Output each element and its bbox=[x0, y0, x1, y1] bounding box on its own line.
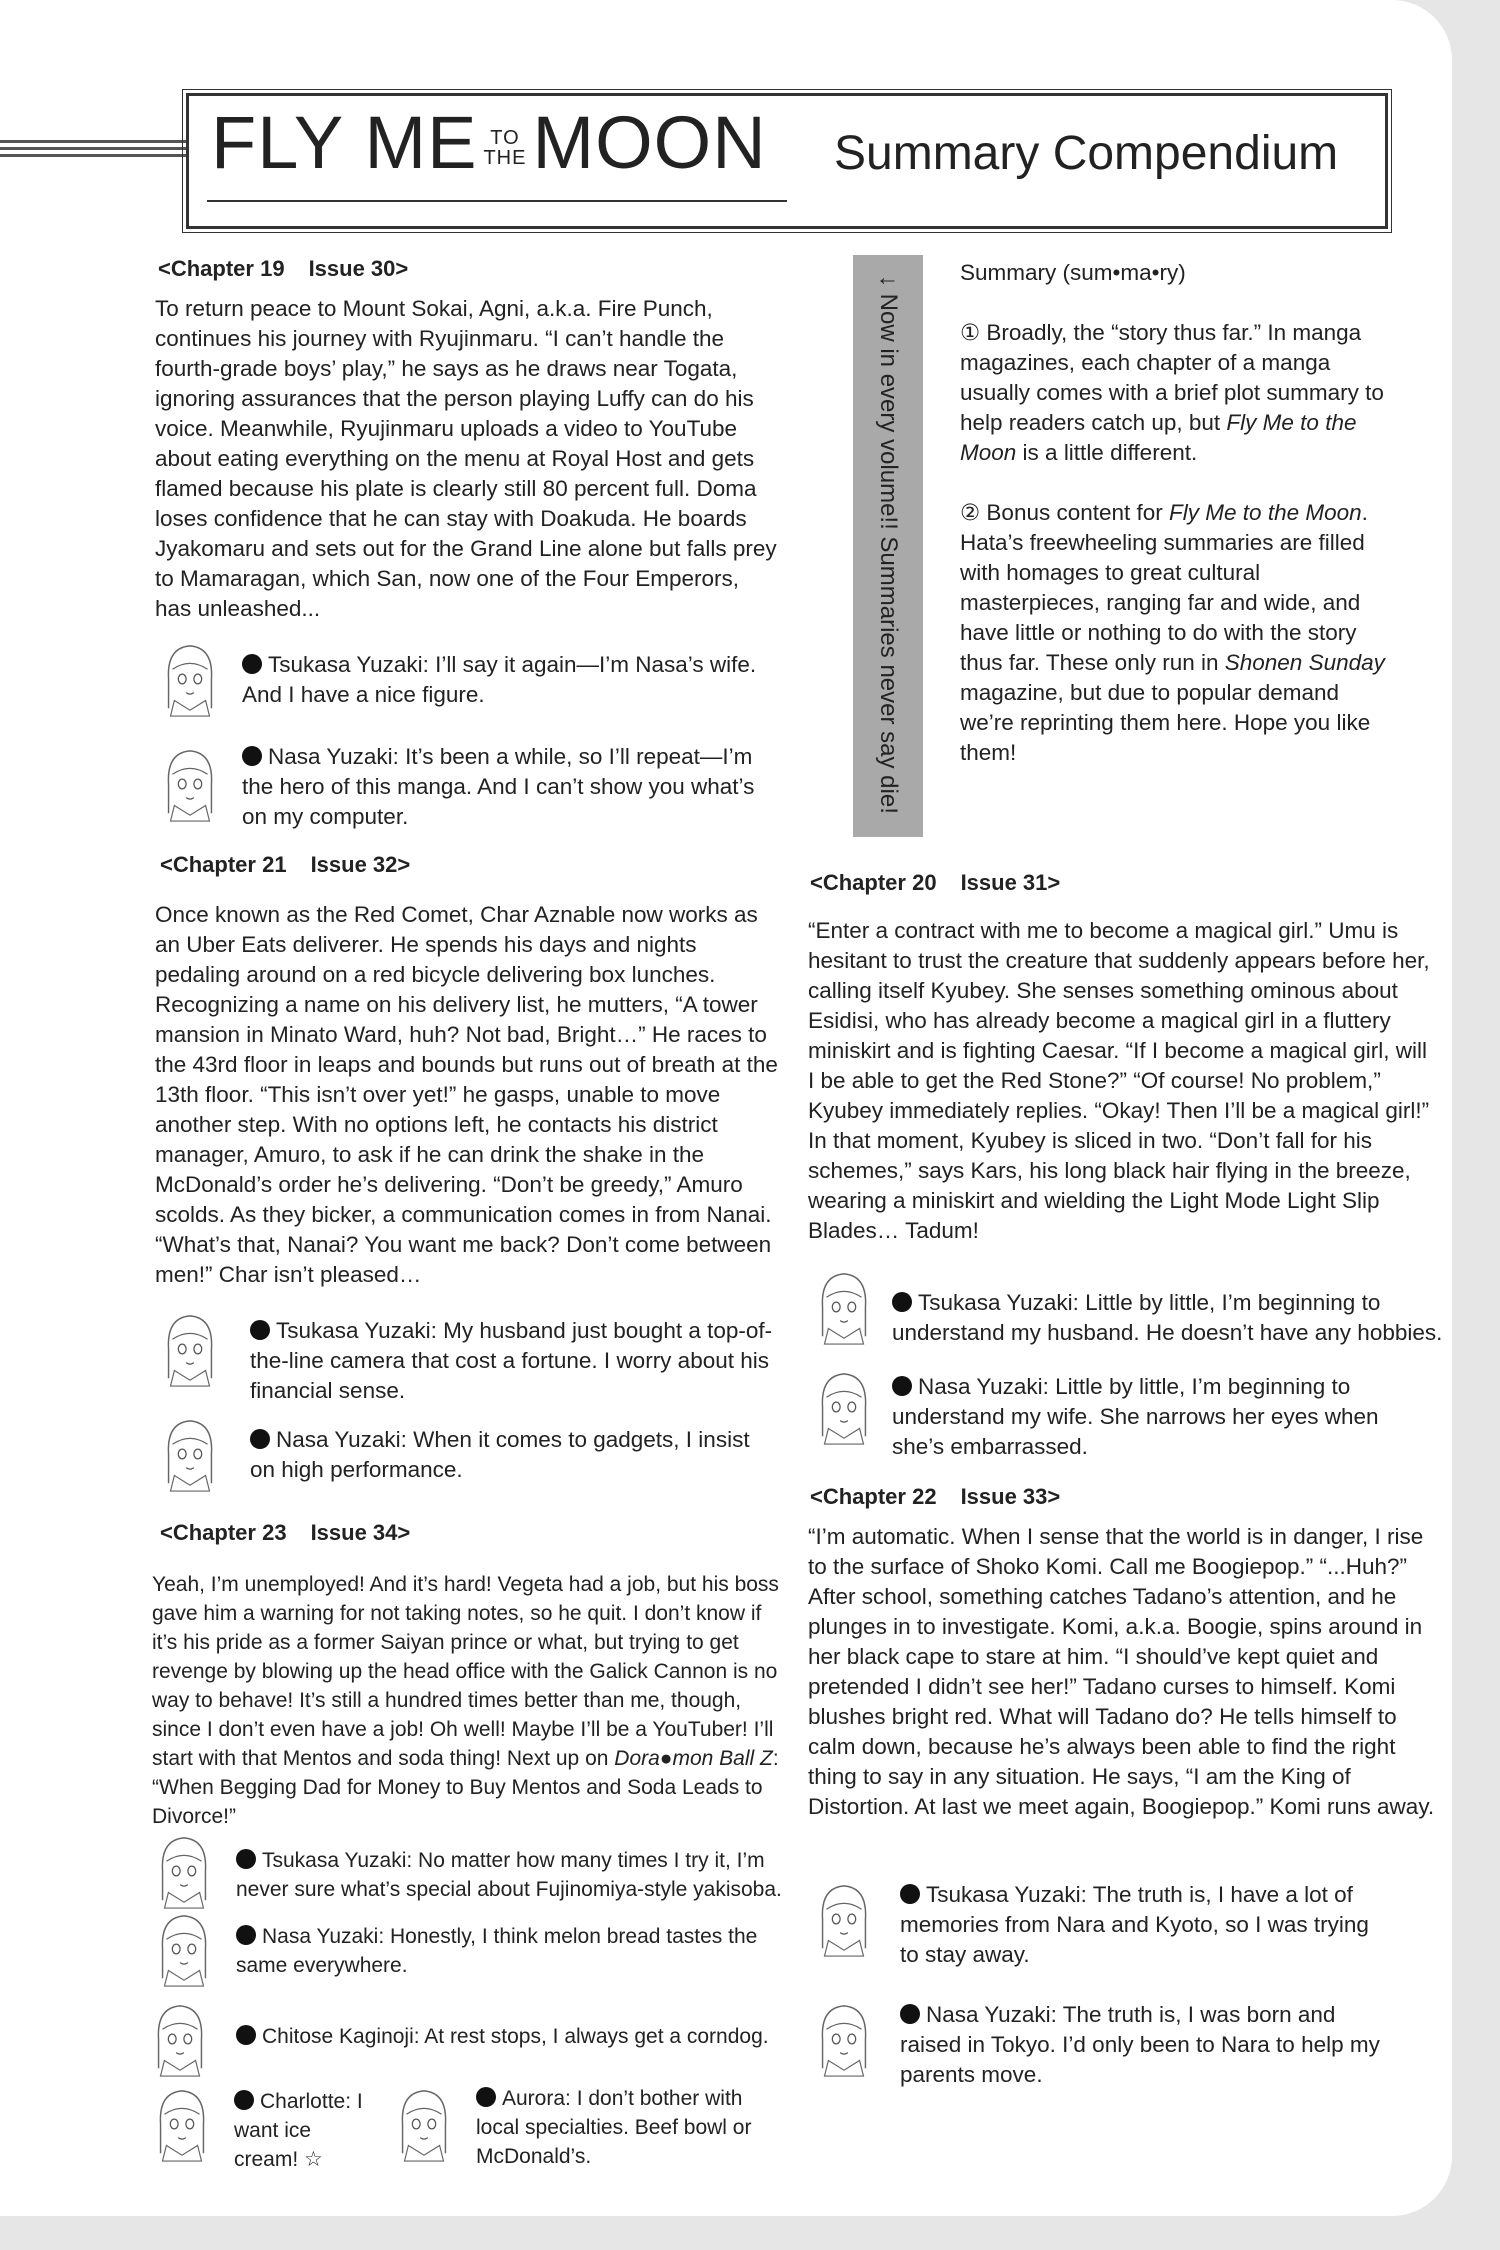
chapter-23-comment-3 bbox=[236, 2022, 796, 2051]
chapter-19-comment-2 bbox=[242, 742, 782, 832]
comment-text: Nasa Yuzaki: When it comes to gadgets, I insist on high performance. bbox=[250, 1427, 750, 1482]
chapter-20-comment-2 bbox=[892, 1372, 1412, 1462]
tsukasa-avatar-icon bbox=[812, 1268, 876, 1346]
chapter-22-body: “I’m automatic. When I sense that the world is in danger, I rise to the surface of Shoko Komi. Call me Boogiepop.” “...Huh?” After school, something catches Tadano’s attention, and he plunges in to investigate. Komi, a.k.a. Boogie, spins around in her black cape to stare at him. “I should’ve kept quiet and pretended I didn’t see her!” Tadano curses to himself. Komi blushes bright red. What will Tadano do? He tells himself to calm down, because he’s always been able to find the right thing to say in any situation. He says, “I am the King of Distortion. At last we meet again, Boogiepop.” Komi runs away. bbox=[808, 1524, 1435, 1819]
tsukasa-avatar-icon bbox=[152, 1832, 216, 1910]
comment-text: Tsukasa Yuzaki: I’ll say it again—I’m Nasa’s wife. And I have a nice figure. bbox=[242, 652, 757, 707]
comment-text: Aurora: I don’t bother with local specialties. Beef bowl or McDonald’s. bbox=[476, 2087, 752, 2168]
bullet-icon bbox=[236, 1849, 256, 1869]
issue-label: Issue 34> bbox=[310, 1520, 411, 1545]
tsukasa-avatar-icon bbox=[158, 640, 222, 718]
chapter-21-comment-2 bbox=[250, 1425, 780, 1485]
issue-label: Issue 33> bbox=[960, 1484, 1061, 1509]
title-banner bbox=[186, 93, 1388, 229]
title-part-2: MOON bbox=[532, 101, 767, 184]
chapter-label: <Chapter 21 bbox=[160, 852, 287, 877]
bullet-icon bbox=[476, 2087, 496, 2107]
chapter-21-comment-1 bbox=[250, 1316, 780, 1406]
chitose-avatar-icon bbox=[148, 2000, 212, 2078]
bullet-icon bbox=[900, 1884, 920, 1904]
tsukasa-avatar-icon bbox=[158, 1310, 222, 1388]
definition-point-2 bbox=[960, 498, 1390, 768]
chapter-23-heading bbox=[160, 1520, 410, 1546]
bullet-icon bbox=[242, 654, 262, 674]
nasa-avatar-icon bbox=[152, 1910, 216, 1988]
comment-text: Nasa Yuzaki: It’s been a while, so I’ll repeat—I’m the hero of this manga. And I can’t show you what’s on my computer. bbox=[242, 744, 755, 829]
decorative-lines bbox=[0, 140, 190, 162]
nasa-avatar-icon bbox=[158, 745, 222, 823]
chapter-20-heading bbox=[810, 870, 1060, 896]
issue-label: Issue 31> bbox=[960, 870, 1061, 895]
body-italic: Dora●mon Ball Z bbox=[614, 1747, 773, 1770]
chapter-23-comment-5 bbox=[476, 2084, 786, 2171]
title-part-1: FLY ME bbox=[211, 101, 478, 184]
sidebar-note-bar bbox=[853, 255, 923, 837]
title-small-top: TO bbox=[490, 127, 520, 150]
chapter-label: <Chapter 20 bbox=[810, 870, 937, 895]
bullet-icon bbox=[900, 2004, 920, 2024]
comment-text: Nasa Yuzaki: Little by little, I’m beginning to understand my wife. She narrows her eyes when she’s embarrassed. bbox=[892, 1374, 1379, 1459]
definition-point-1 bbox=[960, 318, 1390, 468]
chapter-21-heading bbox=[160, 852, 410, 878]
point2-mid: . Hata’s freewheeling summaries are filled with homages to great cultural masterpieces, ranging far and wide, and have little or nothing to do with the story thus far. These only run in bbox=[960, 500, 1368, 675]
chapter-23-comment-4 bbox=[234, 2087, 374, 2174]
comment-text: Tsukasa Yuzaki: No matter how many times I try it, I’m never sure what’s special about Fujinomiya-style yakisoba. bbox=[236, 1849, 782, 1901]
comment-text: Nasa Yuzaki: Honestly, I think melon bread tastes the same everywhere. bbox=[236, 1925, 758, 1977]
comment-text: Chitose Kaginoji: At rest stops, I always get a corndog. bbox=[262, 2025, 769, 2048]
comment-text: Nasa Yuzaki: The truth is, I was born and raised in Tokyo. I’d only been to Nara to help my parents move. bbox=[900, 2002, 1380, 2087]
chapter-20-comment-1 bbox=[892, 1288, 1452, 1348]
chapter-label: <Chapter 22 bbox=[810, 1484, 937, 1509]
point1-italic: Fly Me to the Moon bbox=[960, 410, 1357, 465]
aurora-avatar-icon bbox=[392, 2085, 456, 2163]
sidebar-note: ↓ Now in every volume!! Summaries never say die! bbox=[875, 275, 902, 814]
body-end: : “When Begging Dad for Money to Buy Mentos and Soda Leads to Divorce!” bbox=[152, 1747, 779, 1828]
tsukasa-avatar-icon bbox=[812, 1880, 876, 1958]
chapter-label: <Chapter 19 bbox=[158, 256, 285, 281]
nasa-avatar-icon bbox=[812, 1368, 876, 1446]
chapter-22-comment-2 bbox=[900, 2000, 1380, 2090]
chapter-21-body: Once known as the Red Comet, Char Aznable now works as an Uber Eats deliverer. He spends his days and nights pedaling around on a red bicycle delivering box lunches. Recognizing a name on his delivery list, he mutters, “A tower mansion in Minato Ward, huh? Not bad, Bright…” He races to the 43rd floor in leaps and bounds but runs out of breath at the 13th floor. “This isn’t over yet!” he gasps, unable to move another step. With no options left, he contacts his district manager, Amuro, to ask if he can drink the shake in the McDonald’s order he’s delivering. “Don’t be greedy,” Amuro scolds. As they bicker, a communication comes in from Nanai. “What’s that, Nanai? You want me back? Don’t come between men!” Char isn’t pleased… bbox=[155, 902, 778, 1287]
chapter-19-heading bbox=[158, 256, 408, 282]
bullet-icon bbox=[250, 1429, 270, 1449]
chapter-label: <Chapter 23 bbox=[160, 1520, 287, 1545]
series-title bbox=[211, 100, 767, 185]
bullet-icon bbox=[250, 1320, 270, 1340]
nasa-avatar-icon bbox=[158, 1415, 222, 1493]
bullet-icon bbox=[236, 1925, 256, 1945]
bullet-icon bbox=[242, 746, 262, 766]
bullet-icon bbox=[892, 1376, 912, 1396]
chapter-23-body bbox=[152, 1570, 782, 1831]
point2-end: magazine, but due to popular demand we’re reprinting them here. Hope you like them! bbox=[960, 680, 1371, 765]
charlotte-avatar-icon bbox=[150, 2085, 214, 2163]
point2-italic-2: Shonen Sunday bbox=[1224, 650, 1385, 675]
chapter-23-comment-1 bbox=[236, 1846, 796, 1904]
comment-text: Tsukasa Yuzaki: The truth is, I have a lot of memories from Nara and Kyoto, so I was trying to stay away. bbox=[900, 1882, 1369, 1967]
nasa-avatar-icon bbox=[812, 2000, 876, 2078]
bullet-icon bbox=[892, 1292, 912, 1312]
comment-text: Charlotte: I want ice cream! ☆ bbox=[234, 2090, 363, 2171]
comment-text: Tsukasa Yuzaki: Little by little, I’m beginning to understand my husband. He doesn’t have any hobbies. bbox=[892, 1290, 1443, 1345]
point1-end: is a little different. bbox=[1016, 440, 1198, 465]
comment-text: Tsukasa Yuzaki: My husband just bought a top-of-the-line camera that cost a fortune. I worry about his financial sense. bbox=[250, 1318, 773, 1403]
chapter-23-comment-2 bbox=[236, 1922, 796, 1980]
chapter-19-comment-1 bbox=[242, 650, 782, 710]
point1-text: ① Broadly, the “story thus far.” In manga magazines, each chapter of a manga usually comes with a brief plot summary to help readers catch up, but bbox=[960, 320, 1384, 435]
subtitle: Summary Compendium bbox=[834, 127, 1339, 180]
title-small-bottom: THE bbox=[483, 147, 527, 170]
bullet-icon bbox=[234, 2090, 254, 2110]
chapter-19-body: To return peace to Mount Sokai, Agni, a.k.a. Fire Punch, continues his journey with Ryujinmaru. “I can’t handle the fourth-grade boys’ play,” he says as he draws near Togata, ignoring assurances that the person playing Luffy can do his voice. Meanwhile, Ryujinmaru uploads a video to YouTube about eating everything on the menu at Royal Host and gets flamed because his plate is clearly still 80 percent full. Doma loses confidence that he can stay with Doakuda. He boards Jyakomaru and sets out for the Grand Line alone but falls prey to Mamaragan, which San, now one of the Four Emperors, has unleashed... bbox=[155, 296, 777, 621]
chapter-22-comment-1 bbox=[900, 1880, 1380, 1970]
issue-label: Issue 32> bbox=[310, 852, 411, 877]
issue-label: Issue 30> bbox=[308, 256, 409, 281]
point2-start: ② Bonus content for bbox=[960, 500, 1170, 525]
point2-italic-1: Fly Me to the Moon bbox=[1169, 500, 1362, 525]
definition-heading: Summary (sum•ma•ry) bbox=[960, 260, 1186, 285]
chapter-20-body: “Enter a contract with me to become a magical girl.” Umu is hesitant to trust the creature that suddenly appears before her, calling itself Kyubey. She senses something ominous about Esidisi, who has already become a magical girl in a fluttery miniskirt and is fighting Caesar. “If I become a magical girl, will I be able to get the Red Stone?” “Of course! No problem,” Kyubey immediately replies. “Okay! Then I’ll be a magical girl!” In that moment, Kyubey is sliced in two. “Don’t fall for his schemes,” says Kars, his long black hair flying in the breeze, wearing a miniskirt and wielding the Light Mode Light Slip Blades… Tadum! bbox=[808, 918, 1430, 1243]
chapter-22-heading bbox=[810, 1484, 1060, 1510]
body-start: Yeah, I’m unemployed! And it’s hard! Vegeta had a job, but his boss gave him a warning for not taking notes, so he quit. I don’t know if it’s his pride as a former Saiyan prince or what, but trying to get revenge by blowing up the head office with the Galick Cannon is no way to behave! It’s still a hundred times better than me, though, since I don’t even have a job! Oh well! Maybe I’ll be a YouTuber! I’ll start with that Mentos and soda thing! Next up on bbox=[152, 1573, 779, 1770]
title-rule bbox=[207, 200, 787, 202]
bullet-icon bbox=[236, 2025, 256, 2045]
title-small-words bbox=[483, 128, 526, 168]
